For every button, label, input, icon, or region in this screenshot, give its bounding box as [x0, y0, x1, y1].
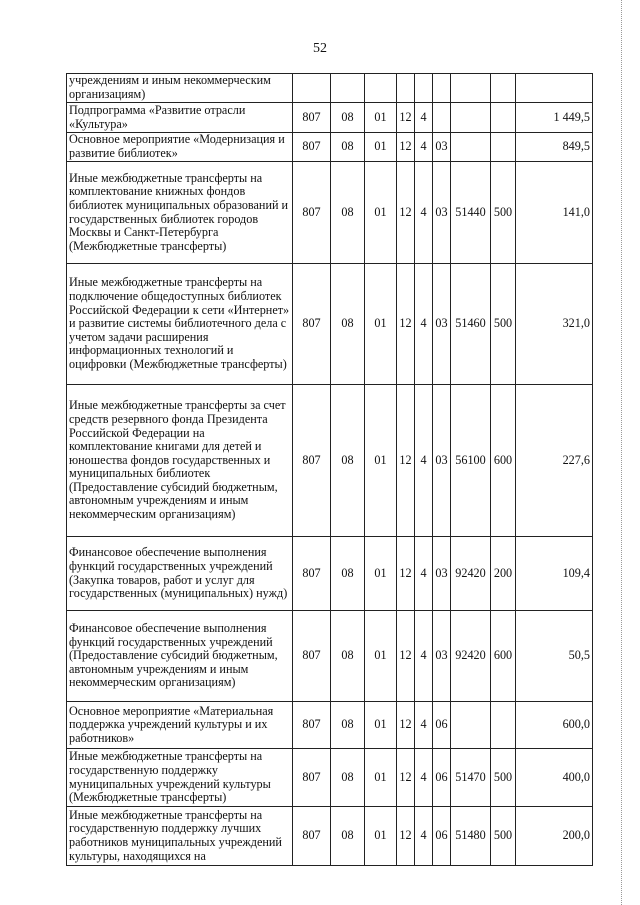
- program-cell: 12: [397, 702, 415, 749]
- table-row: [67, 74, 593, 103]
- program-cell: [397, 74, 415, 103]
- expense-type-cell: 500: [491, 162, 516, 264]
- subprogram-cell: 4: [415, 385, 433, 537]
- program-cell: 12: [397, 537, 415, 611]
- subsection-cell: 01: [365, 264, 397, 385]
- section-cell: 08: [331, 264, 365, 385]
- direction-cell: [451, 702, 491, 749]
- event-cell: [433, 74, 451, 103]
- table-row: [67, 103, 593, 133]
- section-cell: 08: [331, 385, 365, 537]
- event-cell: 06: [433, 749, 451, 807]
- amount-cell: 849,5: [516, 133, 593, 162]
- table-row: [67, 611, 593, 702]
- gov-code-cell: 807: [293, 162, 331, 264]
- gov-code-cell: 807: [293, 611, 331, 702]
- subprogram-cell: 4: [415, 611, 433, 702]
- gov-code-cell: 807: [293, 264, 331, 385]
- expense-type-cell: 600: [491, 385, 516, 537]
- table-row: [67, 807, 593, 866]
- subsection-cell: [365, 74, 397, 103]
- section-cell: 08: [331, 611, 365, 702]
- amount-cell: 227,6: [516, 385, 593, 537]
- expense-type-cell: 500: [491, 264, 516, 385]
- row-name-cell: Основное мероприятие «Модернизация и развитие библиотек»: [67, 133, 293, 162]
- direction-cell: 51480: [451, 807, 491, 866]
- row-name-cell: Иные межбюджетные трансферты на государственную поддержку муниципальных учреждений культуры (Межбюджетные трансферты): [67, 749, 293, 807]
- subprogram-cell: 4: [415, 103, 433, 133]
- expense-type-cell: 200: [491, 537, 516, 611]
- direction-cell: [451, 74, 491, 103]
- subsection-cell: 01: [365, 162, 397, 264]
- amount-cell: 50,5: [516, 611, 593, 702]
- row-name-cell: Иные межбюджетные трансферты на комплектование книжных фондов библиотек муниципальных образований и государственных библиотек городов Москвы и Санкт-Петербурга (Межбюджетные трансферты): [67, 162, 293, 264]
- event-cell: [433, 103, 451, 133]
- row-name-cell: Подпрограмма «Развитие отрасли «Культура»: [67, 103, 293, 133]
- program-cell: 12: [397, 611, 415, 702]
- gov-code-cell: 807: [293, 103, 331, 133]
- section-cell: 08: [331, 537, 365, 611]
- row-name-cell: Основное мероприятие «Материальная поддержка учреждений культуры и их работников»: [67, 702, 293, 749]
- gov-code-cell: 807: [293, 702, 331, 749]
- table-row: [67, 162, 593, 264]
- table-row: [67, 749, 593, 807]
- subsection-cell: 01: [365, 133, 397, 162]
- section-cell: 08: [331, 702, 365, 749]
- subsection-cell: 01: [365, 749, 397, 807]
- subsection-cell: 01: [365, 537, 397, 611]
- expense-type-cell: 500: [491, 807, 516, 866]
- subprogram-cell: 4: [415, 702, 433, 749]
- direction-cell: 56100: [451, 385, 491, 537]
- row-name-cell: Иные межбюджетные трансферты на государственную поддержку лучших работников муниципальных учреждений культуры, находящихся на: [67, 807, 293, 866]
- event-cell: 03: [433, 264, 451, 385]
- row-name-cell: Финансовое обеспечение выполнения функций государственных учреждений (Закупка товаров, работ и услуг для государственных (муниципальных) нужд): [67, 537, 293, 611]
- subprogram-cell: 4: [415, 133, 433, 162]
- gov-code-cell: [293, 74, 331, 103]
- expense-type-cell: [491, 133, 516, 162]
- section-cell: 08: [331, 133, 365, 162]
- direction-cell: 92420: [451, 611, 491, 702]
- section-cell: 08: [331, 749, 365, 807]
- direction-cell: 51470: [451, 749, 491, 807]
- section-cell: 08: [331, 807, 365, 866]
- scan-edge: [618, 0, 622, 905]
- amount-cell: 400,0: [516, 749, 593, 807]
- table-row: [67, 702, 593, 749]
- subsection-cell: 01: [365, 103, 397, 133]
- subsection-cell: 01: [365, 702, 397, 749]
- event-cell: 03: [433, 611, 451, 702]
- direction-cell: 92420: [451, 537, 491, 611]
- subprogram-cell: 4: [415, 749, 433, 807]
- subprogram-cell: [415, 74, 433, 103]
- expense-type-cell: [491, 74, 516, 103]
- program-cell: 12: [397, 385, 415, 537]
- program-cell: 12: [397, 807, 415, 866]
- event-cell: 06: [433, 702, 451, 749]
- event-cell: 03: [433, 385, 451, 537]
- row-name-cell: учреждениям и иным некоммерческим организациям): [67, 74, 293, 103]
- amount-cell: 321,0: [516, 264, 593, 385]
- event-cell: 03: [433, 537, 451, 611]
- page-number: 52: [313, 41, 327, 56]
- subprogram-cell: 4: [415, 807, 433, 866]
- section-cell: [331, 74, 365, 103]
- table-row: [67, 385, 593, 537]
- amount-cell: 600,0: [516, 702, 593, 749]
- amount-cell: 141,0: [516, 162, 593, 264]
- table-row: [67, 264, 593, 385]
- program-cell: 12: [397, 264, 415, 385]
- row-name-cell: Иные межбюджетные трансферты за счет средств резервного фонда Президента Российской Федерации на комплектование книгами для детей и юношества фондов государственных и муниципальных библиотек (Предоставление субсидий бюджетным, автономным учреждениям и иным некоммерческим организациям): [67, 385, 293, 537]
- program-cell: 12: [397, 162, 415, 264]
- subsection-cell: 01: [365, 807, 397, 866]
- program-cell: 12: [397, 133, 415, 162]
- gov-code-cell: 807: [293, 807, 331, 866]
- section-cell: 08: [331, 103, 365, 133]
- row-name-cell: Иные межбюджетные трансферты на подключение общедоступных библиотек Российской Федерации к сети «Интернет» и развитие системы библиотечного дела с учетом задачи расширения информационных технологий и оцифровки (Межбюджетные трансферты): [67, 264, 293, 385]
- expense-type-cell: 500: [491, 749, 516, 807]
- amount-cell: [516, 74, 593, 103]
- table-row: [67, 537, 593, 611]
- subsection-cell: 01: [365, 611, 397, 702]
- direction-cell: 51460: [451, 264, 491, 385]
- amount-cell: 200,0: [516, 807, 593, 866]
- direction-cell: [451, 103, 491, 133]
- subprogram-cell: 4: [415, 264, 433, 385]
- direction-cell: 51440: [451, 162, 491, 264]
- gov-code-cell: 807: [293, 133, 331, 162]
- subsection-cell: 01: [365, 385, 397, 537]
- direction-cell: [451, 133, 491, 162]
- amount-cell: 109,4: [516, 537, 593, 611]
- expense-type-cell: [491, 103, 516, 133]
- gov-code-cell: 807: [293, 749, 331, 807]
- section-cell: 08: [331, 162, 365, 264]
- row-name-cell: Финансовое обеспечение выполнения функций государственных учреждений (Предоставление субсидий бюджетным, автономным учреждениям и иным некоммерческим организациям): [67, 611, 293, 702]
- expense-type-cell: 600: [491, 611, 516, 702]
- amount-cell: 1 449,5: [516, 103, 593, 133]
- event-cell: 03: [433, 133, 451, 162]
- gov-code-cell: 807: [293, 385, 331, 537]
- event-cell: 03: [433, 162, 451, 264]
- event-cell: 06: [433, 807, 451, 866]
- subprogram-cell: 4: [415, 162, 433, 264]
- gov-code-cell: 807: [293, 537, 331, 611]
- table-row: [67, 133, 593, 162]
- budget-table: [66, 73, 593, 866]
- program-cell: 12: [397, 103, 415, 133]
- program-cell: 12: [397, 749, 415, 807]
- subprogram-cell: 4: [415, 537, 433, 611]
- expense-type-cell: [491, 702, 516, 749]
